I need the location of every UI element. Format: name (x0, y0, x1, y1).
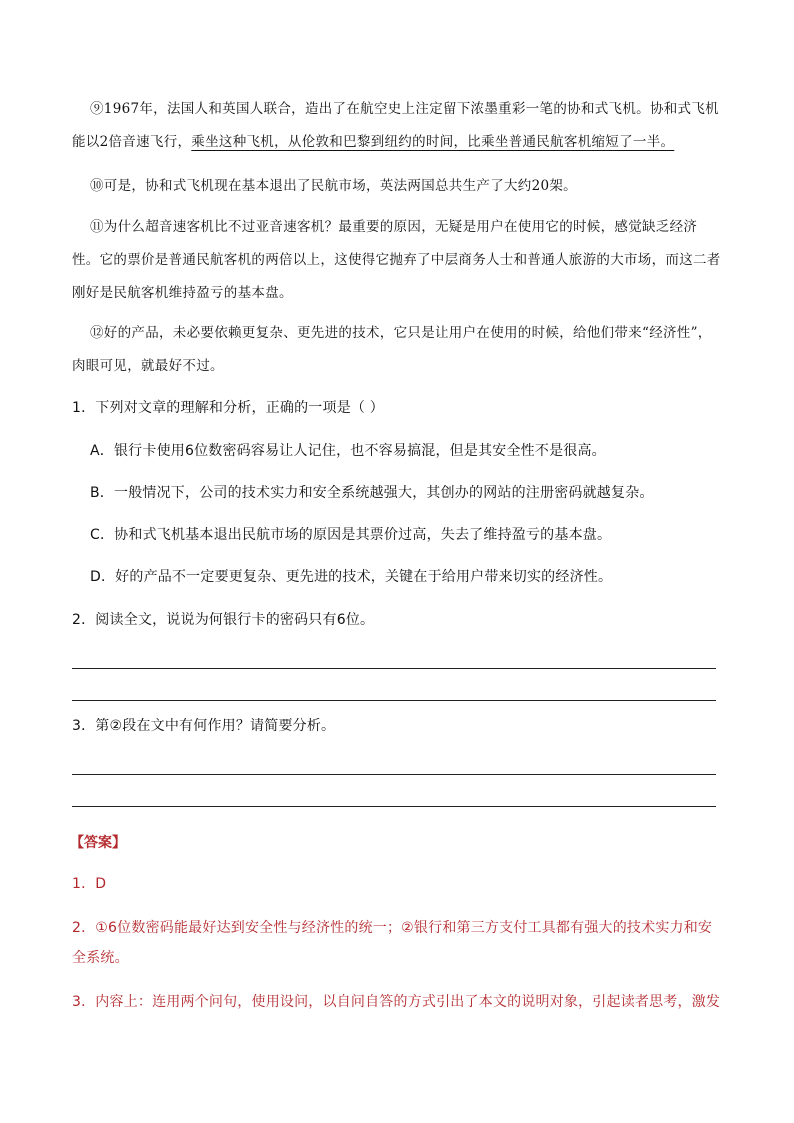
paragraph-9 (72, 93, 722, 159)
paragraph-10: ⑩可是，协和式飞机现在基本退出了民航市场，英法两国总共生产了大约20架。 (90, 178, 577, 194)
answer-line (72, 700, 716, 701)
question-1: 1．下列对文章的理解和分析，正确的一项是（ ） (72, 400, 384, 416)
question-1-option-d: D．好的产品不一定要更复杂、更先进的技术，关键在于给用户带来切实的经济性。 (90, 569, 613, 585)
question-1-option-c: C．协和式飞机基本退出民航市场的原因是其票价过高，失去了维持盈亏的基本盘。 (90, 527, 612, 543)
question-3: 3．第②段在文中有何作用？请简要分析。 (72, 718, 336, 734)
answer-1: 1．D (72, 876, 107, 892)
paragraph-9-underlined: 乘坐这种飞机，从伦敦和巴黎到纽约的时间，比乘坐普通民航客机缩短了一半。 (191, 134, 675, 150)
paragraph-12: ⑫好的产品，未必要依赖更复杂、更先进的技术，它只是让用户在使用的时候，给他们带来“经济性”，肉眼可见，就最好不过。 (72, 325, 712, 374)
answer-3: 3．内容上：连用两个问句，使用设问，以自问自答的方式引出了本文的说明对象，引起读者思考，激发 (72, 994, 721, 1010)
answer-2: 2．①6位数密码能最好达到安全性与经济性的统一；②银行和第三方支付工具都有强大的技术实力和安全系统。 (72, 920, 713, 966)
answer-line (72, 806, 716, 807)
paragraph-9-text: ⑨1967年，法国人和英国人联合，造出了在航空史上注定留下浓墨重彩一笔的协和式飞机。协和式飞机能以2倍音速飞行， (72, 101, 719, 150)
answer-line (72, 774, 716, 775)
question-1-option-a: A．银行卡使用6位数密码容易让人记住，也不容易搞混，但是其安全性不是很高。 (90, 443, 606, 459)
question-2: 2．阅读全文，说说为何银行卡的密码只有6位。 (72, 612, 375, 628)
question-1-option-b: B．一般情况下，公司的技术实力和安全系统越强大，其创办的网站的注册密码就越复杂。 (90, 485, 654, 501)
paragraph-11: ⑪为什么超音速客机比不过亚音速客机？最重要的原因，无疑是用户在使用它的时候，感觉缺乏经济性。它的票价是普通民航客机的两倍以上，这使得它抛弃了中层商务人士和普通人旅游的大市场，而这二者刚好是民航客机维持盈亏的基本盘。 (72, 219, 721, 301)
answer-heading: 【答案】 (70, 835, 126, 851)
answer-line (72, 668, 716, 669)
